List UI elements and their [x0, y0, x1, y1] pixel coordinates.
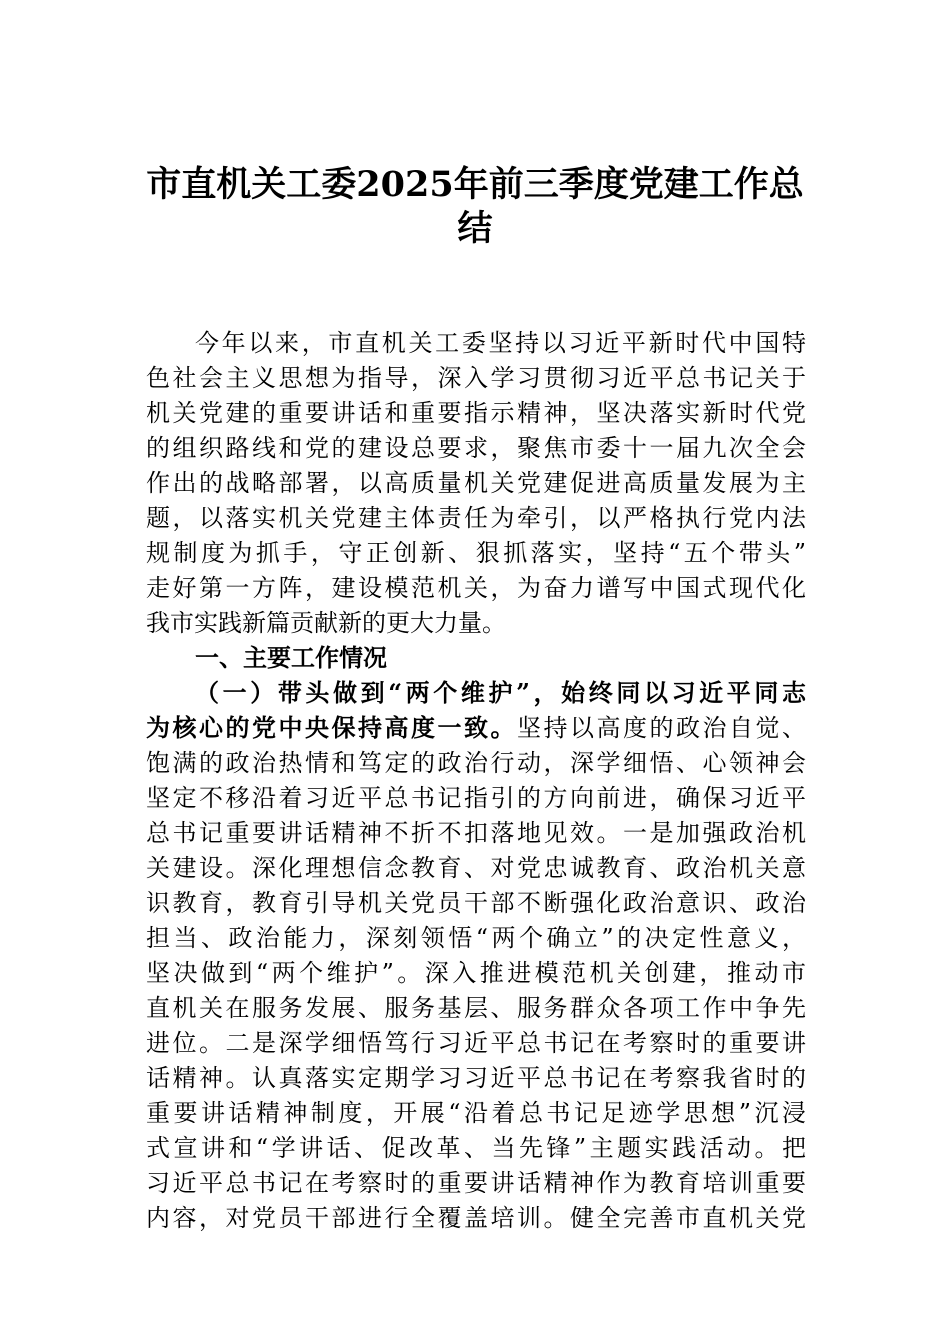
body-line: 担当、政治能力，深刻领悟“两个确立”的决定性意义， [146, 924, 806, 952]
body-line: 习近平总书记在考察时的重要讲话精神作为教育培训重要 [146, 1169, 806, 1197]
subsection-heading-line-1: （一）带头做到“两个维护”，始终同以习近平同志 [195, 678, 806, 707]
intro-line: 今年以来，市直机关工委坚持以习近平新时代中国特 [195, 329, 806, 357]
body-line: 直机关在服务发展、服务基层、服务群众各项工作中争先 [146, 994, 806, 1022]
body-line: 话精神。认真落实定期学习习近平总书记在考察我省时的 [146, 1064, 806, 1092]
body-line: 重要讲话精神制度，开展“沿着总书记足迹学思想”沉浸 [146, 1099, 806, 1127]
intro-line: 规制度为抓手，守正创新、狠抓落实，坚持“五个带头” [146, 539, 806, 567]
intro-line: 机关党建的重要讲话和重要指示精神，坚决落实新时代党 [146, 399, 806, 427]
intro-line: 题，以落实机关党建主体责任为牵引，以严格执行党内法 [146, 504, 806, 532]
body-line: 式宣讲和“学讲话、促改革、当先锋”主题实践活动。把 [146, 1134, 806, 1162]
document-title-line-1: 市直机关工委2025年前三季度党建工作总 [146, 164, 804, 205]
body-line: 关建设。深化理想信念教育、对党忠诚教育、政治机关意 [146, 854, 806, 882]
body-line: 坚定不移沿着习近平总书记指引的方向前进，确保习近平 [146, 784, 806, 812]
intro-line: 作出的战略部署，以高质量机关党建促进高质量发展为主 [146, 469, 806, 497]
intro-line: 我市实践新篇贡献新的更大力量。 [146, 609, 506, 637]
section-heading: 一、主要工作情况 [195, 643, 387, 672]
intro-line: 色社会主义思想为指导，深入学习贯彻习近平总书记关于 [146, 364, 806, 392]
body-line: 总书记重要讲话精神不折不扣落地见效。一是加强政治机 [146, 819, 806, 847]
body-line: 坚决做到“两个维护”。深入推进模范机关创建，推动市 [146, 959, 806, 987]
body-text-start: 坚持以高度的政治自觉、 [517, 714, 806, 742]
subsection-heading-tail: 为核心的党中央保持高度一致。 [146, 713, 517, 742]
body-line: 内容，对党员干部进行全覆盖培训。健全完善市直机关党 [146, 1204, 806, 1232]
intro-line: 走好第一方阵，建设模范机关，为奋力谱写中国式现代化 [146, 574, 806, 602]
document-title-line-2: 结 [457, 208, 493, 249]
body-line: 进位。二是深学细悟笃行习近平总书记在考察时的重要讲 [146, 1029, 806, 1057]
body-line: 饱满的政治热情和笃定的政治行动，深学细悟、心领神会 [146, 749, 806, 777]
body-line: 识教育，教育引导机关党员干部不断强化政治意识、政治 [146, 889, 806, 917]
intro-line: 的组织路线和党的建设总要求，聚焦市委十一届九次全会 [146, 434, 806, 462]
subsection-heading-line-2 [146, 711, 806, 745]
